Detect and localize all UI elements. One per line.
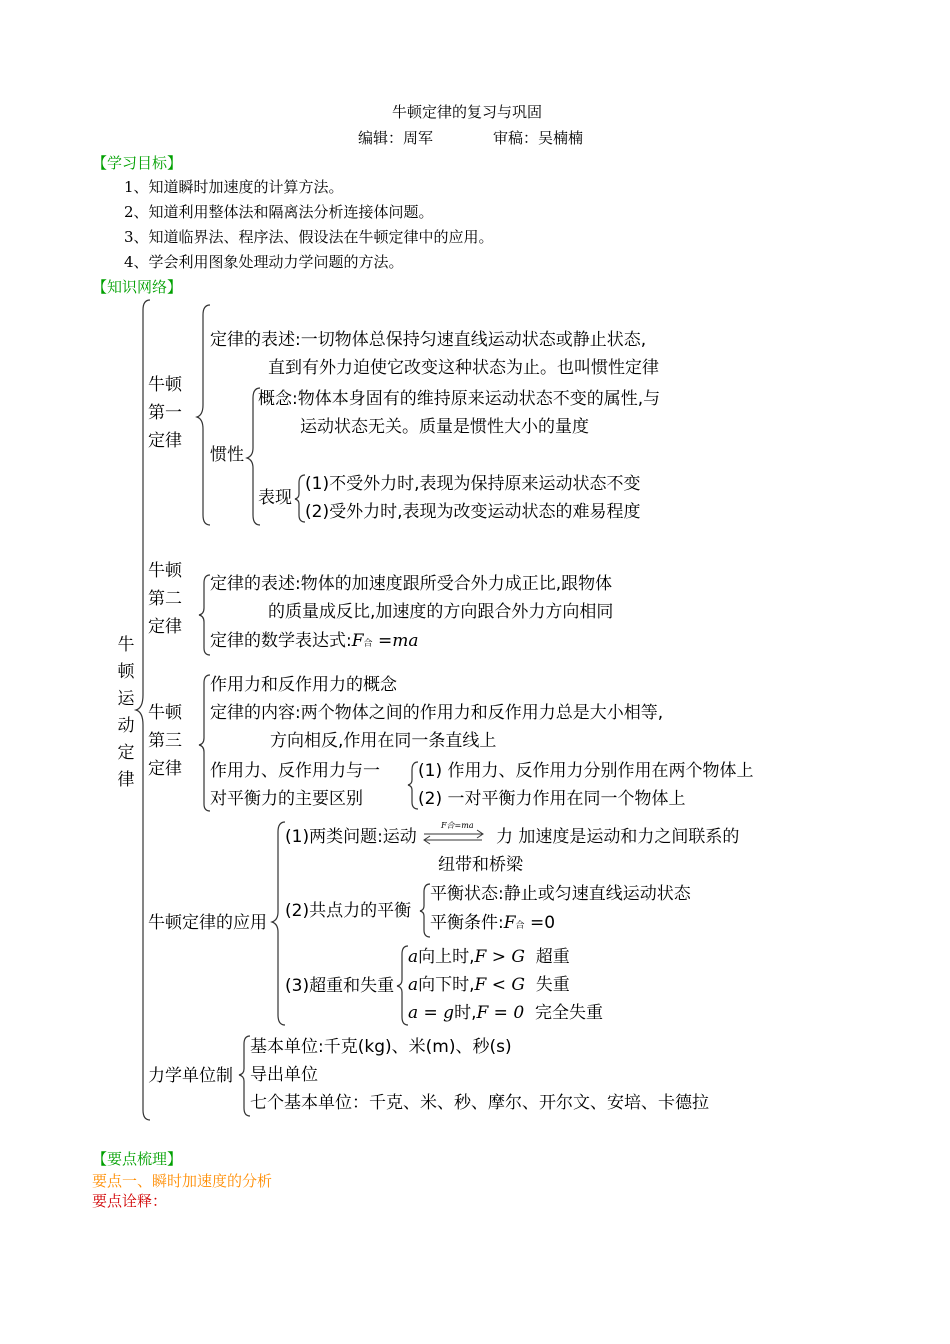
network-heading: 【知识网络】	[92, 278, 183, 296]
law3-label: 第三	[148, 731, 182, 751]
law2-label: 第二	[148, 589, 182, 609]
law1-label: 定律	[148, 431, 182, 451]
goal-item: 1、知道瞬时加速度的计算方法。	[124, 178, 344, 196]
law2-bracket	[199, 575, 210, 655]
reviewer-credit: 审稿：吴楠楠	[493, 129, 584, 147]
law3-line: 作用力和反作用力的概念	[210, 675, 397, 695]
weight-bracket	[397, 946, 408, 1025]
eq-state: 平衡状态:静止或匀速直线运动状态	[430, 884, 691, 904]
root-label-char: 顿	[117, 662, 135, 682]
root-label-char: 定	[117, 743, 135, 763]
law1-label: 第一	[148, 403, 182, 423]
law1-statement: 定律的表述:一切物体总保持匀速直线运动状态或静止状态,	[210, 330, 647, 350]
root-label-char: 动	[117, 716, 135, 736]
point-explain: 要点诠释：	[92, 1192, 168, 1210]
law2-statement: 的质量成反比,加速度的方向跟合外力方向相同	[268, 602, 614, 622]
law3-line: 定律的内容:两个物体之间的作用力和反作用力总是大小相等,	[210, 703, 664, 723]
law2-label: 牛顿	[148, 561, 182, 581]
inertia-concept: 运动状态无关。质量是惯性大小的量度	[300, 417, 589, 437]
manifest-item: (1)不受外力时,表现为保持原来运动状态不变	[305, 474, 641, 494]
weight-item: a向上时,F > G 超重	[408, 947, 570, 967]
weight-item: a向下时,F < G 失重	[408, 975, 570, 995]
equilibrium-bracket	[420, 884, 430, 937]
units-item: 基本单位:千克(kg)、米(m)、秒(s)	[250, 1037, 512, 1057]
law2-statement: 定律的表述:物体的加速度跟所受合外力成正比,跟物体	[210, 574, 613, 594]
units-bracket	[239, 1036, 250, 1116]
eq-condition: 平衡条件:F合 =0	[430, 913, 556, 933]
goals-heading: 【学习目标】	[92, 154, 183, 172]
root-label-char: 律	[117, 770, 135, 790]
two-kinds-problem: 力 加速度是运动和力之间联系的	[496, 827, 740, 847]
law2-formula: 定律的数学表达式:F合 =ma	[210, 631, 419, 651]
two-kinds-arrow-label: F合=ma	[441, 821, 474, 830]
law3-diff-label: 作用力、反作用力与一	[210, 761, 380, 781]
units-item: 七个基本单位：千克、米、秒、摩尔、开尔文、安培、卡德拉	[250, 1093, 709, 1113]
page-title: 牛顿定律的复习与巩固	[392, 103, 543, 121]
law3-label: 牛顿	[148, 703, 182, 723]
units-item: 导出单位	[250, 1065, 318, 1085]
points-heading: 【要点梳理】	[92, 1150, 183, 1168]
double-arrow-icon	[424, 830, 483, 844]
law3-label: 定律	[148, 759, 182, 779]
diff-bracket	[408, 762, 418, 809]
law3-line: 方向相反,作用在同一条直线上	[270, 731, 497, 751]
manifest-label: 表现	[258, 488, 292, 508]
inertia-concept: 概念:物体本身固有的维持原来运动状态不变的属性,与	[258, 389, 661, 409]
weight-item: a = g时,F = 0 完全失重	[408, 1003, 603, 1023]
law3-diff-item: (2) 一对平衡力作用在同一个物体上	[418, 789, 686, 809]
law2-label: 定律	[148, 617, 182, 637]
two-kinds-problem: (1)两类问题:运动	[285, 827, 417, 847]
inertia-label: 惯性	[210, 445, 244, 465]
point-one-title: 要点一、瞬时加速度的分析	[92, 1172, 273, 1190]
goal-item: 3、知道临界法、程序法、假设法在牛顿定律中的应用。	[124, 228, 494, 246]
equilibrium-label: (2)共点力的平衡	[285, 901, 412, 921]
two-kinds-problem: 纽带和桥梁	[438, 855, 523, 875]
apps-bracket	[272, 822, 285, 1025]
law3-diff-item: (1) 作用力、反作用力分别作用在两个物体上	[418, 761, 754, 781]
law1-bracket	[197, 305, 210, 525]
manifest-item: (2)受外力时,表现为改变运动状态的难易程度	[305, 502, 641, 522]
weight-label: (3)超重和失重	[285, 976, 395, 996]
manifest-bracket	[295, 475, 305, 522]
units-label: 力学单位制	[148, 1066, 233, 1086]
root-label-char: 牛	[117, 635, 135, 655]
goal-item: 4、学会利用图象处理动力学问题的方法。	[124, 253, 404, 271]
law3-diff-label: 对平衡力的主要区别	[210, 789, 363, 809]
law1-label: 牛顿	[148, 375, 182, 395]
goal-item: 2、知道利用整体法和隔离法分析连接体问题。	[124, 203, 434, 221]
editor-credit: 编辑：周军	[358, 129, 434, 147]
apps-label: 牛顿定律的应用	[148, 913, 267, 933]
root-label-char: 运	[117, 689, 135, 709]
law3-bracket	[199, 675, 210, 811]
law1-statement: 直到有外力迫使它改变这种状态为止。也叫惯性定律	[268, 358, 659, 378]
